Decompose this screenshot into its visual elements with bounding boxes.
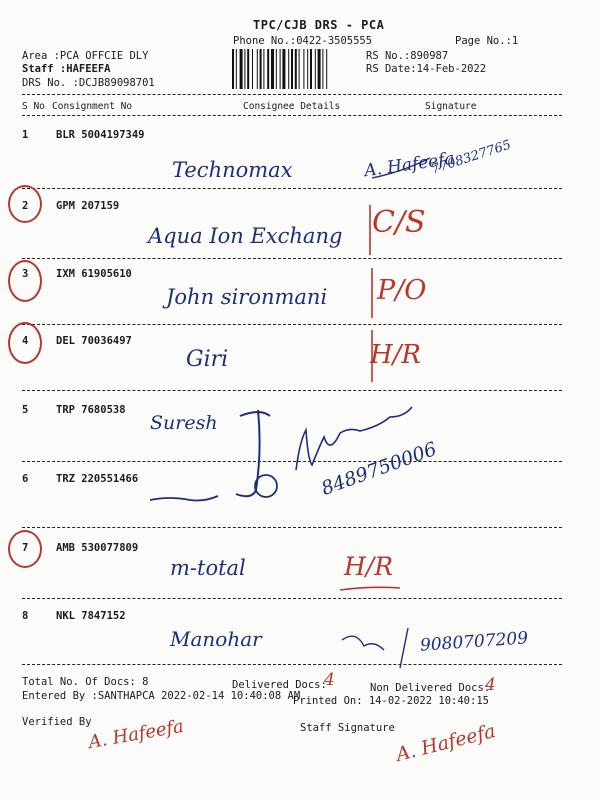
column-header-consignment: Consignment No <box>52 101 133 112</box>
row-consignment-no: DEL 70036497 <box>56 335 132 347</box>
row-divider <box>22 598 562 599</box>
row-consignee: Manohar <box>170 627 262 651</box>
barcode-bar <box>318 49 321 89</box>
row-consignment-no: TRP 7680538 <box>56 404 126 416</box>
delivered-docs-label: Delivered Docs: <box>232 679 327 691</box>
circle-annotation <box>8 322 42 364</box>
page-number: Page No.:1 <box>455 35 519 47</box>
verified-by-signature: A. Hafeefa <box>86 715 186 754</box>
total-docs: Total No. Of Docs: 8 <box>22 676 149 688</box>
row-consignment-no: BLR 5004197349 <box>56 129 145 141</box>
barcode-bar <box>303 49 304 89</box>
column-header-sno: S No <box>22 101 45 112</box>
barcode-bar <box>263 49 264 89</box>
barcode-bar <box>236 49 237 89</box>
barcode-bar <box>310 49 312 89</box>
row-divider <box>22 258 562 259</box>
row-sno: 8 <box>22 610 29 622</box>
row-divider <box>22 188 562 189</box>
status-mark-stroke <box>340 587 400 590</box>
barcode-bar <box>247 49 249 89</box>
delivered-docs-value: 4 <box>324 670 335 690</box>
barcode-bar <box>307 49 308 89</box>
drs-number: DRS No. :DCJB89098701 <box>22 77 155 89</box>
barcode-bar <box>282 49 285 89</box>
row-divider <box>22 527 562 528</box>
row-phone-note: 7708327765 <box>429 137 514 178</box>
row-sno: 4 <box>22 335 29 347</box>
row-signature: A. Hafeefa <box>363 148 456 182</box>
row-divider <box>22 664 562 665</box>
row-consignee: m-total <box>170 556 246 580</box>
phone-number: Phone No.:0422-3505555 <box>233 35 373 47</box>
rs-number: RS No.:890987 <box>366 50 449 62</box>
barcode-bar <box>232 49 234 89</box>
document-title: TPC/CJB DRS - PCA <box>253 18 385 32</box>
row-consignment-no: IXM 61905610 <box>56 268 132 280</box>
row-consignee: Giri <box>186 347 229 372</box>
signature-stroke <box>255 475 277 497</box>
non-delivered-docs-label: Non Delivered Docs: <box>370 682 491 694</box>
column-header-consignee: Consignee Details <box>243 101 341 112</box>
row-consignment-no: NKL 7847152 <box>56 610 126 622</box>
signature-stroke <box>150 496 218 501</box>
barcode-bar <box>276 49 277 89</box>
staff-signature: A. Hafeefa <box>393 720 498 766</box>
barcode-bar <box>291 49 293 89</box>
staff-signature-label: Staff Signature <box>300 722 395 734</box>
row-consignee: Technomax <box>172 158 293 182</box>
row-sno: 6 <box>22 473 29 485</box>
row-phone-note: 9080707209 <box>419 628 529 656</box>
barcode-bar <box>299 49 300 89</box>
row-phone-note: 8489750006 <box>318 437 440 500</box>
row-divider <box>22 461 562 462</box>
barcode-icon <box>232 49 356 89</box>
row-sno: 3 <box>22 268 29 280</box>
column-header-signature: Signature <box>425 101 477 112</box>
row-sno: 5 <box>22 404 29 416</box>
row-status-note: H/R <box>370 340 422 370</box>
circle-annotation <box>8 530 42 568</box>
printed-on: Printed On: 14-02-2022 10:40:15 <box>293 695 489 707</box>
row-consignment-no: TRZ 220551466 <box>56 473 139 485</box>
barcode-bar <box>288 49 289 89</box>
barcode-bar <box>252 49 253 89</box>
entered-by: Entered By :SANTHAPCA 2022-02-14 10:40:08 AM <box>22 690 301 702</box>
row-sno: 1 <box>22 129 29 141</box>
barcode-bar <box>240 49 243 89</box>
barcode-bar <box>257 49 258 89</box>
rs-date: RS Date:14-Feb-2022 <box>366 63 487 75</box>
row-status-note: P/O <box>377 275 427 306</box>
row-sno: 7 <box>22 542 29 554</box>
barcode-bar <box>260 49 262 89</box>
row-status-note: H/R <box>344 552 394 581</box>
circle-annotation <box>8 185 42 223</box>
row-consignee: Aqua Ion Exchang <box>148 224 343 248</box>
area-field: Area :PCA OFFCIE DLY <box>22 50 149 62</box>
row-consignee: John sironmani <box>166 285 328 309</box>
header-divider <box>22 94 562 95</box>
row-divider <box>22 324 562 325</box>
column-header-divider <box>22 115 562 116</box>
signature-stroke <box>342 628 408 668</box>
barcode-bar <box>267 49 269 89</box>
row-consignment-no: GPM 207159 <box>56 200 120 212</box>
row-sno: 2 <box>22 200 29 212</box>
barcode-bar <box>280 49 281 89</box>
barcode-bar <box>295 49 297 89</box>
staff-field: Staff :HAFEEFA <box>22 63 111 75</box>
row-status-note: C/S <box>372 205 426 240</box>
circle-annotation <box>8 260 42 302</box>
row-consignment-no: AMB 530077809 <box>56 542 139 554</box>
row-consignee: Suresh <box>150 412 218 434</box>
verified-by-label: Verified By <box>22 716 92 728</box>
signature-stroke <box>236 410 270 496</box>
row-divider <box>22 390 562 391</box>
non-delivered-docs-value: 4 <box>485 675 496 695</box>
barcode-bar <box>322 49 323 89</box>
barcode-bar <box>244 49 245 89</box>
barcode-bar <box>315 49 316 89</box>
barcode-bar <box>271 49 274 89</box>
barcode-bar <box>326 49 327 89</box>
